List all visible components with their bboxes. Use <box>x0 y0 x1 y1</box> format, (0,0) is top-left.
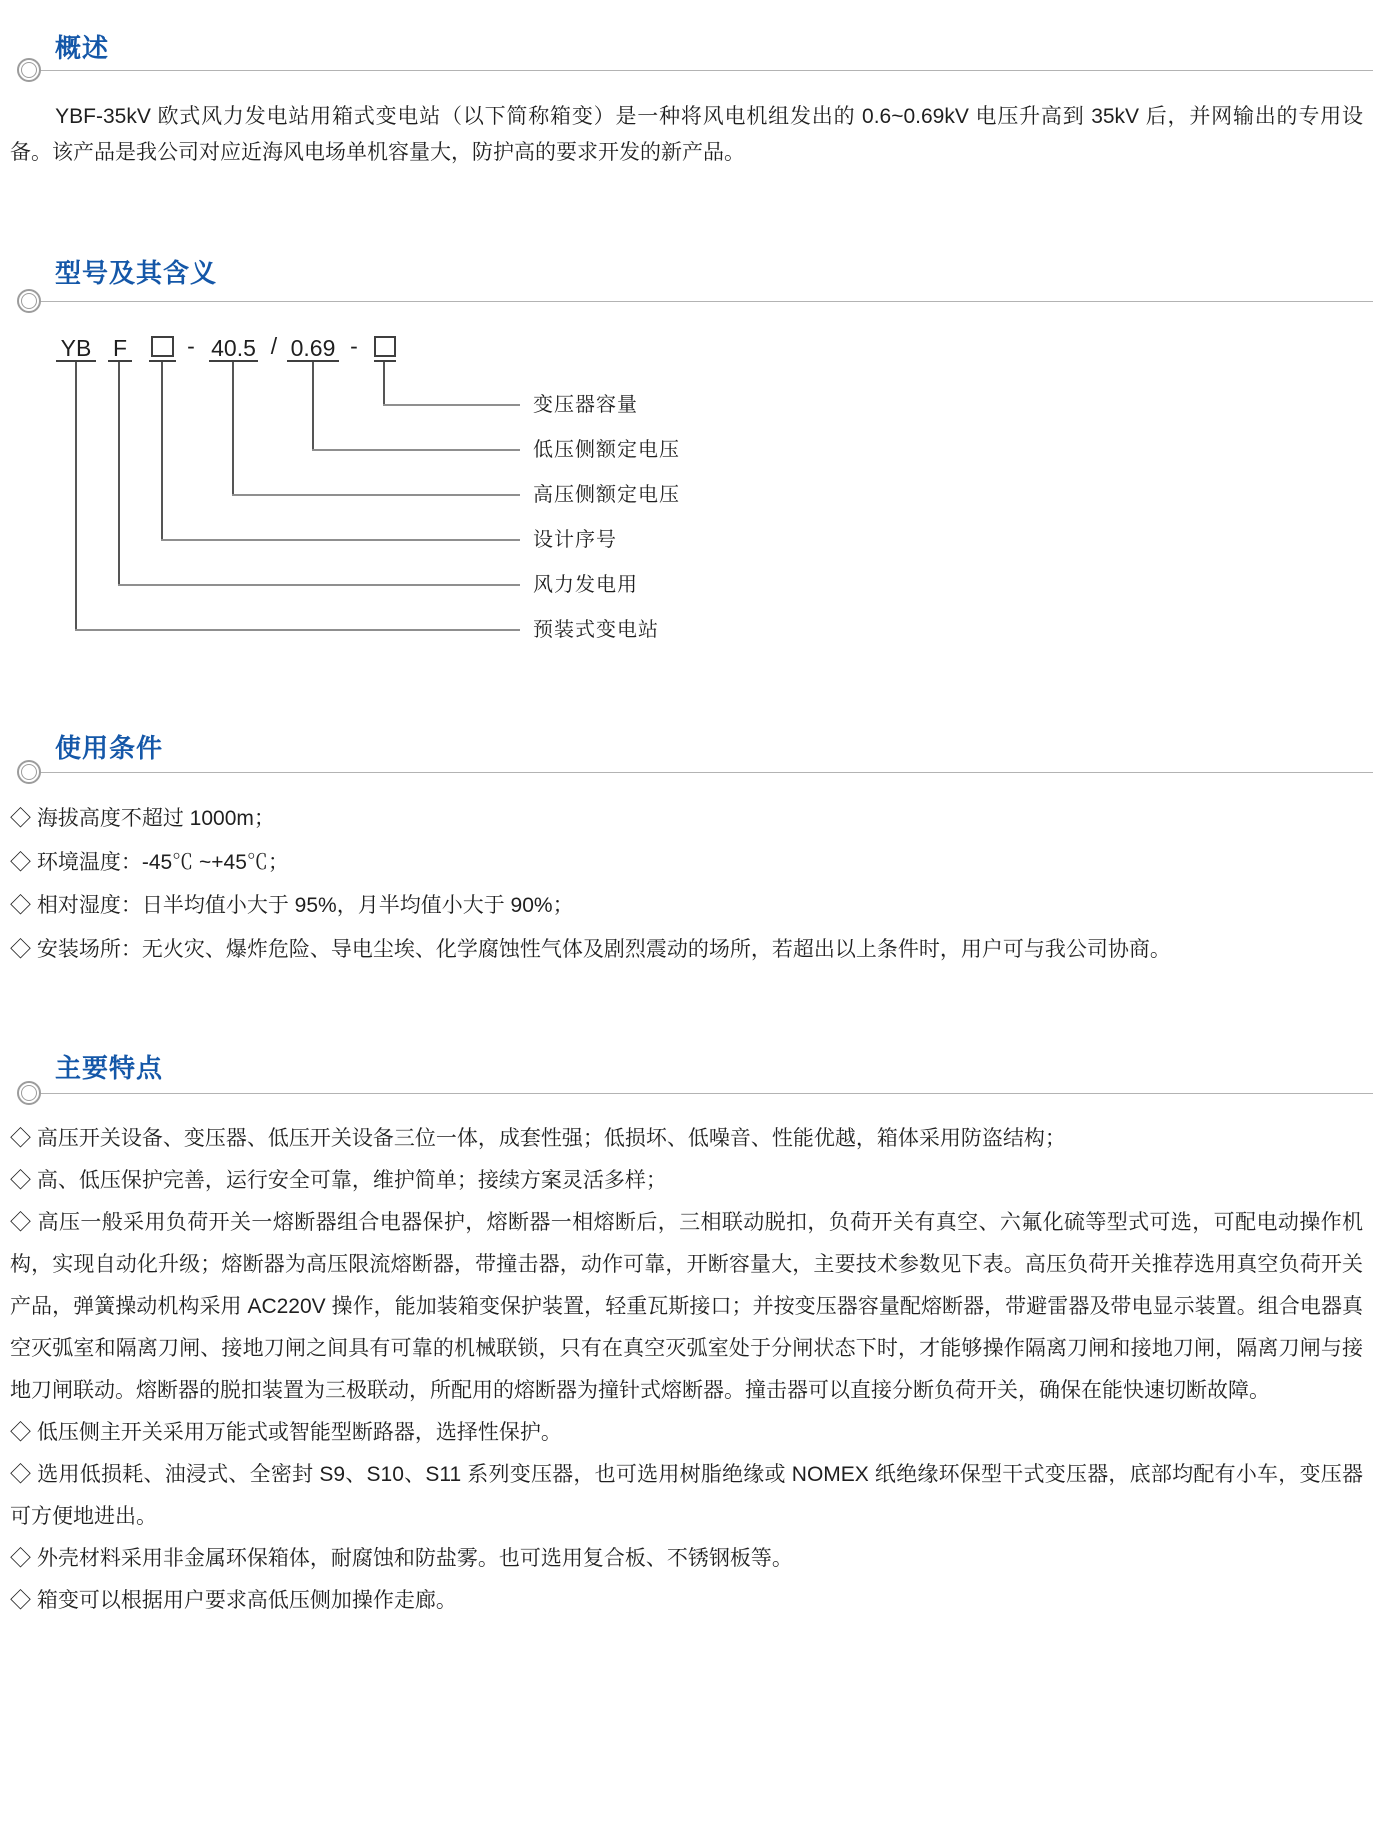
model-segment-0-69: 0.69 <box>287 334 339 362</box>
model-label-transformer-capacity: 变压器容量 <box>533 394 638 416</box>
section-title-features: 主要特点 <box>55 1053 164 1083</box>
diagram-leader-line <box>232 362 234 496</box>
model-box-icon <box>151 336 174 357</box>
section-rule <box>40 772 1373 773</box>
model-label-design-serial: 设计序号 <box>533 529 617 551</box>
feature-item-hv-switchgear: ◇ 高压一般采用负荷开关一熔断器组合电器保护，熔断器一相熔断后，三相联动脱扣，负荷开关有真空、六氟化硫等型式可选，可配电动操作机构，实现自动化升级；熔断器为高压限流熔断器，带撞击器，动作可靠，开断容量大，主要技术参数见下表。高压负荷开关推荐选用真空负荷开关产品，弹簧操动机构采用 AC220V 操作，能加装箱变保护装置，轻重瓦斯接口；并按变压器容量配熔断器，带避雷器及带电显示装置。组合电器真空灭弧室和隔离刀闸、接地刀闸之间具有可靠的机械联锁，只有在真空灭弧室处于分闸状态下时，才能够操作隔离刀闸和接地刀闸，隔离刀闸与接地刀闸联动。熔断器的脱扣装置为三极联动，所配用的熔断器为撞针式熔断器。撞击器可以直接分断负荷开关，确保在能快速切断故障。 <box>10 1211 1363 1402</box>
diagram-leader-line <box>118 362 120 586</box>
ring-ornament-icon <box>17 58 41 82</box>
section-rule <box>40 1093 1373 1094</box>
ring-ornament-icon <box>17 289 41 313</box>
feature-item-integration: ◇ 高压开关设备、变压器、低压开关设备三位一体，成套性强；低损坏、低噪音、性能优越，箱体采用防盗结构； <box>10 1127 1066 1150</box>
section-rule <box>40 70 1373 71</box>
model-segment-slash: / <box>270 333 278 359</box>
model-segment-40-5: 40.5 <box>209 334 258 362</box>
diagram-leader-line <box>118 584 520 586</box>
model-label-hv-rated-voltage: 高压侧额定电压 <box>533 484 680 506</box>
diagram-leader-line <box>383 362 385 406</box>
diagram-leader-line <box>232 494 520 496</box>
features-list <box>10 1118 1363 1622</box>
usage-conditions-list <box>10 797 1363 971</box>
model-segment-f: F <box>108 334 132 362</box>
diagram-leader-line <box>75 629 520 631</box>
section-title-usage: 使用条件 <box>55 733 164 763</box>
diagram-leader-line <box>312 362 314 451</box>
model-segment-capacity-box <box>374 334 396 362</box>
section-rule <box>40 301 1373 302</box>
usage-item-altitude: ◇ 海拔高度不超过 1000m； <box>10 807 275 830</box>
model-segment-design-box <box>149 334 176 362</box>
section-title-overview: 概述 <box>55 33 110 63</box>
diagram-leader-line <box>312 449 520 451</box>
usage-item-humidity: ◇ 相对湿度：日半均值小大于 95%，月半均值小大于 90%； <box>10 894 574 917</box>
diagram-leader-line <box>383 404 520 406</box>
model-label-wind-power-use: 风力发电用 <box>533 574 638 596</box>
diagram-leader-line <box>161 539 520 541</box>
model-segment-yb: YB <box>56 334 96 362</box>
ring-ornament-icon <box>17 760 41 784</box>
overview-paragraph: YBF-35kV 欧式风力发电站用箱式变电站（以下简称箱变）是一种将风电机组发出的 0.6~0.69kV 电压升高到 35kV 后，并网输出的专用设备。该产品是我公司对应近海风电场单机容量大，防护高的要求开发的新产品。 <box>10 105 1363 164</box>
feature-item-lv-breaker: ◇ 低压侧主开关采用万能式或智能型断路器，选择性保护。 <box>10 1421 562 1444</box>
diagram-leader-line <box>161 362 163 541</box>
model-segment-dash: - <box>187 333 195 359</box>
feature-item-corridor: ◇ 箱变可以根据用户要求高低压侧加操作走廊。 <box>10 1589 457 1612</box>
diagram-leader-line <box>75 362 77 631</box>
section-title-model: 型号及其含义 <box>55 258 218 288</box>
model-segment-dash: - <box>350 333 358 359</box>
feature-item-enclosure: ◇ 外壳材料采用非金属环保箱体，耐腐蚀和防盐雾。也可选用复合板、不锈钢板等。 <box>10 1547 793 1570</box>
model-box-icon <box>374 336 396 357</box>
model-label-prefab-substation: 预装式变电站 <box>533 619 659 641</box>
feature-item-protection: ◇ 高、低压保护完善，运行安全可靠，维护简单；接续方案灵活多样； <box>10 1169 667 1192</box>
model-label-lv-rated-voltage: 低压侧额定电压 <box>533 439 680 461</box>
ring-ornament-icon <box>17 1081 41 1105</box>
usage-item-temperature: ◇ 环境温度：-45℃ ~+45℃； <box>10 850 289 874</box>
feature-item-transformer: ◇ 选用低损耗、油浸式、全密封 S9、S10、S11 系列变压器，也可选用树脂绝缘或 NOMEX 纸绝缘环保型干式变压器，底部均配有小车，变压器可方便地进出。 <box>10 1463 1363 1528</box>
usage-item-site: ◇ 安装场所：无火灾、爆炸危险、导电尘埃、化学腐蚀性气体及剧烈震动的场所，若超出以上条件时，用户可与我公司协商。 <box>10 937 1171 961</box>
